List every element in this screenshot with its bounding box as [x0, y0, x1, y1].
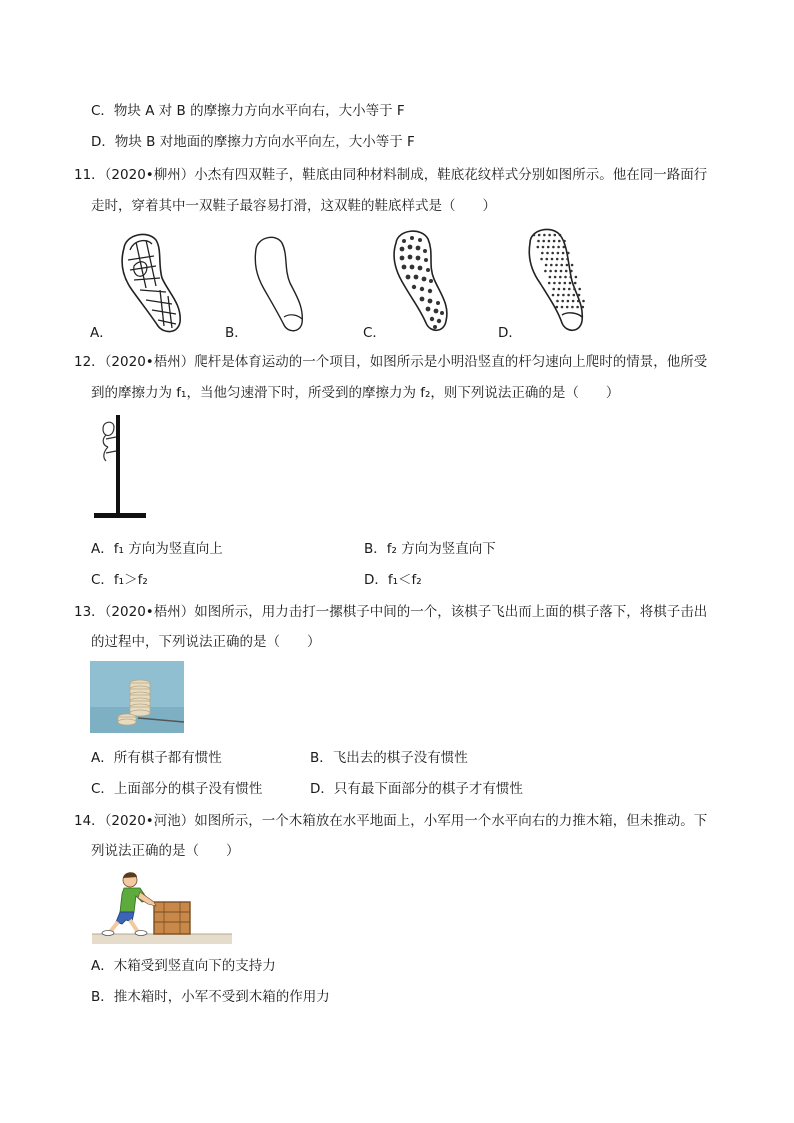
sole-dot [566, 306, 569, 309]
q14-stem-line1: 14．（2020•河池）如图所示，一个木箱放在水平地面上，小军用一个水平向右的力推木箱，但未推动。下 [74, 813, 708, 829]
sole-dot [557, 294, 560, 297]
q13-stem-line2: 的过程中，下列说法正确的是（ ） [91, 634, 321, 650]
sole-dot [582, 300, 585, 303]
sole-dot [562, 252, 565, 255]
sole-dot [540, 258, 543, 261]
sole-dot [563, 288, 566, 291]
sole-dot [549, 270, 552, 273]
q14-stem-line2: 列说法正确的是（ ） [91, 843, 240, 859]
sole-dot [565, 270, 568, 273]
sole-dot [559, 276, 562, 279]
sole-dot [571, 264, 574, 267]
sole-dot [578, 288, 581, 291]
sole-dot [582, 306, 585, 309]
q11-shoe-figures [88, 225, 608, 345]
sole-dot [567, 252, 570, 255]
sole-dot [573, 294, 576, 297]
shoe-sole-d-image [524, 225, 590, 335]
sole-dot [537, 246, 540, 249]
sole-dot [555, 264, 558, 267]
q13-stem-line1: 13．（2020•梧州）如图所示，用力击打一摞棋子中间的一个，该棋子飞出而上面的棋子落下，将棋子击出 [74, 604, 708, 620]
sole-dot [561, 258, 564, 261]
sole-dot [576, 306, 579, 309]
sole-dot [553, 240, 556, 243]
sole-dot [546, 258, 549, 261]
q10-option-c: C．物块 A 对 B 的摩擦力方向水平向右，大小等于 F [91, 103, 405, 119]
q13-option-d: D．只有最下面部分的棋子才有惯性 [310, 781, 523, 797]
sole-dot [556, 258, 559, 261]
pole-climbing-image [88, 413, 158, 523]
sole-dot [561, 306, 564, 309]
sole-dot [542, 240, 545, 243]
sole-dot [553, 282, 556, 285]
shoe-sole-c-image [388, 227, 454, 335]
sole-dot [552, 288, 555, 291]
sole-dot [542, 246, 545, 249]
sole-dot [556, 306, 559, 309]
sole-dot [551, 252, 554, 255]
q14-option-b: B．推木箱时，小军不受到木箱的作用力 [91, 989, 330, 1005]
sole-dot [547, 246, 550, 249]
sole-dot [543, 234, 546, 237]
sole-dot [548, 234, 551, 237]
sole-dot [544, 270, 547, 273]
sole-dot [564, 276, 567, 279]
sole-dot [554, 276, 557, 279]
sole-dot [551, 258, 554, 261]
q12-option-a: A．f₁ 方向为竖直向上 [91, 541, 223, 557]
sole-dot [558, 240, 561, 243]
q11-stem-line2: 走时，穿着其中一双鞋子最容易打滑，这双鞋的鞋底样式是（ ） [91, 198, 496, 214]
sole-dot [558, 282, 561, 285]
sole-dot [573, 288, 576, 291]
sole-dot [566, 258, 569, 261]
sole-dot [560, 264, 563, 267]
q10-option-d: D．物块 B 对地面的摩擦力方向水平向左，大小等于 F [91, 134, 415, 150]
shoe-sole-a-image [116, 230, 186, 335]
sole-dot [577, 300, 580, 303]
sole-dot [578, 294, 581, 297]
sole-dot [541, 252, 544, 255]
sole-dot [545, 264, 548, 267]
sole-dot [574, 282, 577, 285]
sole-dot [558, 288, 561, 291]
sole-dot [571, 306, 574, 309]
sole-dot [562, 294, 565, 297]
sole-dot [563, 240, 566, 243]
sole-dot [575, 276, 578, 279]
q12-stem-line2: 到的摩擦力为 f₁，当他匀速滑下时，所受到的摩擦力为 f₂，则下列说法正确的是（ ） [91, 385, 620, 401]
sole-dot [557, 246, 560, 249]
sole-dot [533, 234, 536, 237]
sole-dot [569, 282, 572, 285]
sole-dot [537, 240, 540, 243]
sole-dot [567, 300, 570, 303]
q12-option-d: D．f₁＜f₂ [364, 572, 422, 588]
sole-dot [566, 264, 569, 267]
chess-pieces-photo [90, 661, 184, 733]
sole-dot [548, 282, 551, 285]
sole-dot [568, 288, 571, 291]
sole-dot [563, 246, 566, 249]
sole-dot [572, 300, 575, 303]
sole-dot [561, 300, 564, 303]
sole-dot [564, 282, 567, 285]
q13-option-b: B．飞出去的棋子没有惯性 [310, 750, 468, 766]
sole-dot [538, 234, 541, 237]
sole-dot [557, 252, 560, 255]
q12-option-b: B．f₂ 方向为竖直向下 [364, 541, 496, 557]
sole-dot [560, 270, 563, 273]
q12-stem-line1: 12．（2020•梧州）爬杆是体育运动的一个项目，如图所示是小明沿竖直的杆匀速向上爬时的情景，他所受 [74, 354, 708, 370]
sole-dot [546, 252, 549, 255]
sole-dot [552, 246, 555, 249]
sole-dot [559, 234, 562, 237]
sole-dot [556, 300, 559, 303]
shoe-sole-b-image [250, 233, 310, 335]
q14-option-a: A．木箱受到竖直向下的支持力 [91, 958, 276, 974]
q11-label-d: D． [498, 325, 522, 341]
q11-label-a: A． [90, 325, 113, 341]
q11-stem-line1: 11．（2020•柳州）小杰有四双鞋子，鞋底由同种材料制成，鞋底花纹样式分别如图所示。他在同一路面行 [74, 167, 708, 183]
q11-label-c: C． [363, 325, 386, 341]
q13-option-a: A．所有棋子都有惯性 [91, 750, 222, 766]
sole-dot [569, 276, 572, 279]
q13-option-c: C．上面部分的棋子没有惯性 [91, 781, 263, 797]
q11-label-b: B． [225, 325, 248, 341]
sole-dot [567, 294, 570, 297]
sole-dot [552, 294, 555, 297]
pushing-box-image [92, 868, 232, 944]
sole-dot [555, 270, 558, 273]
q12-option-c: C．f₁＞f₂ [91, 572, 148, 588]
sole-dot [550, 264, 553, 267]
sole-dot [570, 270, 573, 273]
sole-dot [549, 276, 552, 279]
sole-dot [554, 234, 557, 237]
sole-dot [548, 240, 551, 243]
